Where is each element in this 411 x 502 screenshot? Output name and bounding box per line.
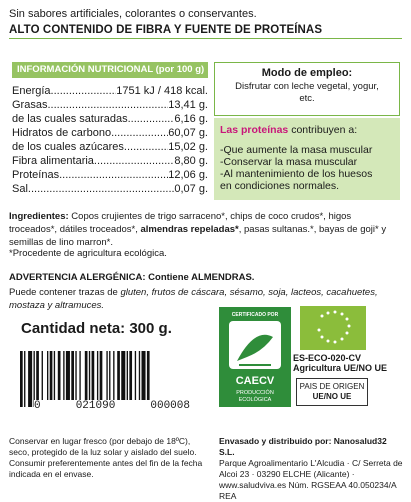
protein-item: -Al mantenimiento de los huesos: [220, 168, 373, 180]
protein-title-rest: contribuyen a:: [288, 124, 358, 136]
usage-title: Modo de empleo:: [261, 67, 353, 79]
ingredients-label: Ingredientes:: [9, 211, 69, 222]
eco-note: *Procedente de agricultura ecológica.: [9, 248, 167, 259]
nutrition-value: 60,07 g.: [168, 127, 208, 139]
nutrition-row: [12, 182, 208, 196]
barcode-digits-left: 021090: [75, 400, 116, 412]
eco-code-agriculture: Agricultura UE/NO UE: [293, 363, 388, 373]
nutrition-row: [12, 126, 208, 140]
caecv-top-text: CERTIFICADO POR: [231, 312, 279, 318]
allergy-prefix: Puede contener trazas de: [9, 287, 121, 298]
headline: ALTO CONTENIDO DE FIBRA Y FUENTE DE PROTEÍNAS: [9, 24, 323, 36]
usage-text: [215, 81, 399, 105]
nutrition-row: [12, 140, 208, 154]
nutrition-row: [12, 168, 208, 182]
storage-text: Conservar en lugar fresco (por debajo de 18ºC), seco, protegido de la luz solar y aislado del suelo. Consumir preferentemente antes del fin de la fecha indicada en el envase.: [9, 436, 203, 479]
nutrition-value: 13,41 g.: [168, 99, 208, 111]
protein-title: [220, 124, 394, 136]
usage-line: etc.: [299, 93, 315, 104]
divider: [9, 38, 402, 39]
nutrition-label: de las cuales saturadas: [12, 113, 128, 125]
ingredients-text: [9, 210, 401, 249]
usage-box: [214, 62, 400, 116]
nutrition-label: Grasas: [12, 99, 48, 111]
distributor-address: Parque Agroalimentario L'Alcudia · C/ Serreta de Alcoi 23 · 03290 ELCHE (Alicante) · www.saludviva.es Núm. RGSEAA 40.050234/A REA: [219, 458, 403, 501]
caecv-sub1: PRODUCCIÓN: [236, 390, 274, 396]
nutrition-row: [12, 98, 208, 112]
protein-item: en condiciones normales.: [220, 180, 340, 192]
nutrition-value: 8,80 g.: [174, 155, 208, 167]
origin-value: UE/NO UE: [312, 392, 352, 401]
nutrition-row: [12, 154, 208, 168]
barcode-digits-right: 000008: [150, 400, 190, 412]
eu-organic-leaf-icon: [300, 306, 366, 350]
nutrition-label: Fibra alimentaria: [12, 155, 94, 167]
nutrition-value: 1751 kJ / 418 kcal.: [116, 85, 208, 97]
distributor-title: Envasado y distribuido por: Nanosalud32 S.L.: [219, 436, 387, 457]
eco-code-number: ES-ECO-020-CV: [293, 353, 362, 363]
nutrition-value: 0,07 g.: [174, 183, 208, 195]
nutrition-table: [12, 84, 208, 196]
eco-code: [293, 353, 387, 373]
caecv-name: CAECV: [235, 375, 275, 387]
nutrition-header: INFORMACIÓN NUTRICIONAL (por 100 g): [12, 62, 208, 78]
net-quantity: Cantidad neta: 300 g.: [21, 320, 172, 337]
protein-box: [214, 118, 400, 200]
usage-line: Disfrutar con leche vegetal, yogur,: [235, 81, 379, 92]
tagline: Sin sabores artificiales, colorantes o conservantes.: [9, 8, 257, 20]
distributor-text: [219, 436, 403, 502]
barcode-digits: [34, 400, 190, 412]
protein-title-bold: Las proteínas: [220, 124, 289, 136]
ingredients-allergen: almendras repeladas*: [140, 224, 239, 235]
nutrition-label: Hidratos de carbono: [12, 127, 112, 139]
nutrition-row: [12, 84, 208, 98]
nutrition-label: Sal: [12, 183, 28, 195]
nutrition-value: 15,02 g.: [168, 141, 208, 153]
caecv-logo: [219, 307, 291, 407]
allergy-title: ADVERTENCIA ALERGÉNICA: Contiene ALMENDRAS.: [9, 272, 255, 283]
nutrition-value: 6,16 g.: [174, 113, 208, 125]
barcode-digit-first: 0: [34, 400, 41, 412]
nutrition-row: [12, 112, 208, 126]
caecv-sub2: ECOLÓGICA: [238, 397, 272, 403]
origin-title: PAIS DE ORIGEN: [299, 382, 365, 391]
ingredients-part2: , pasas sultanas.*, bayas de goji* y semillas de lino marron*.: [9, 224, 387, 248]
protein-item: -Que aumente la masa muscular: [220, 144, 373, 156]
origin-box: [296, 378, 368, 406]
nutrition-label: Energía: [12, 85, 51, 97]
allergy-traces: gluten, frutos de cáscara, sésamo, soja, lacteos, cacahuetes, mostaza y altramuces.: [9, 287, 378, 311]
protein-item: -Conservar la masa muscular: [220, 156, 358, 168]
nutrition-label: de los cuales azúcares: [12, 141, 124, 153]
ingredients-part1: Copos crujientes de trigo sarraceno*, chips de coco crudos*, higos troceados*, dátiles troceados*,: [9, 211, 352, 235]
nutrition-value: 12,06 g.: [168, 169, 208, 181]
nutrition-label: Proteínas: [12, 169, 60, 181]
